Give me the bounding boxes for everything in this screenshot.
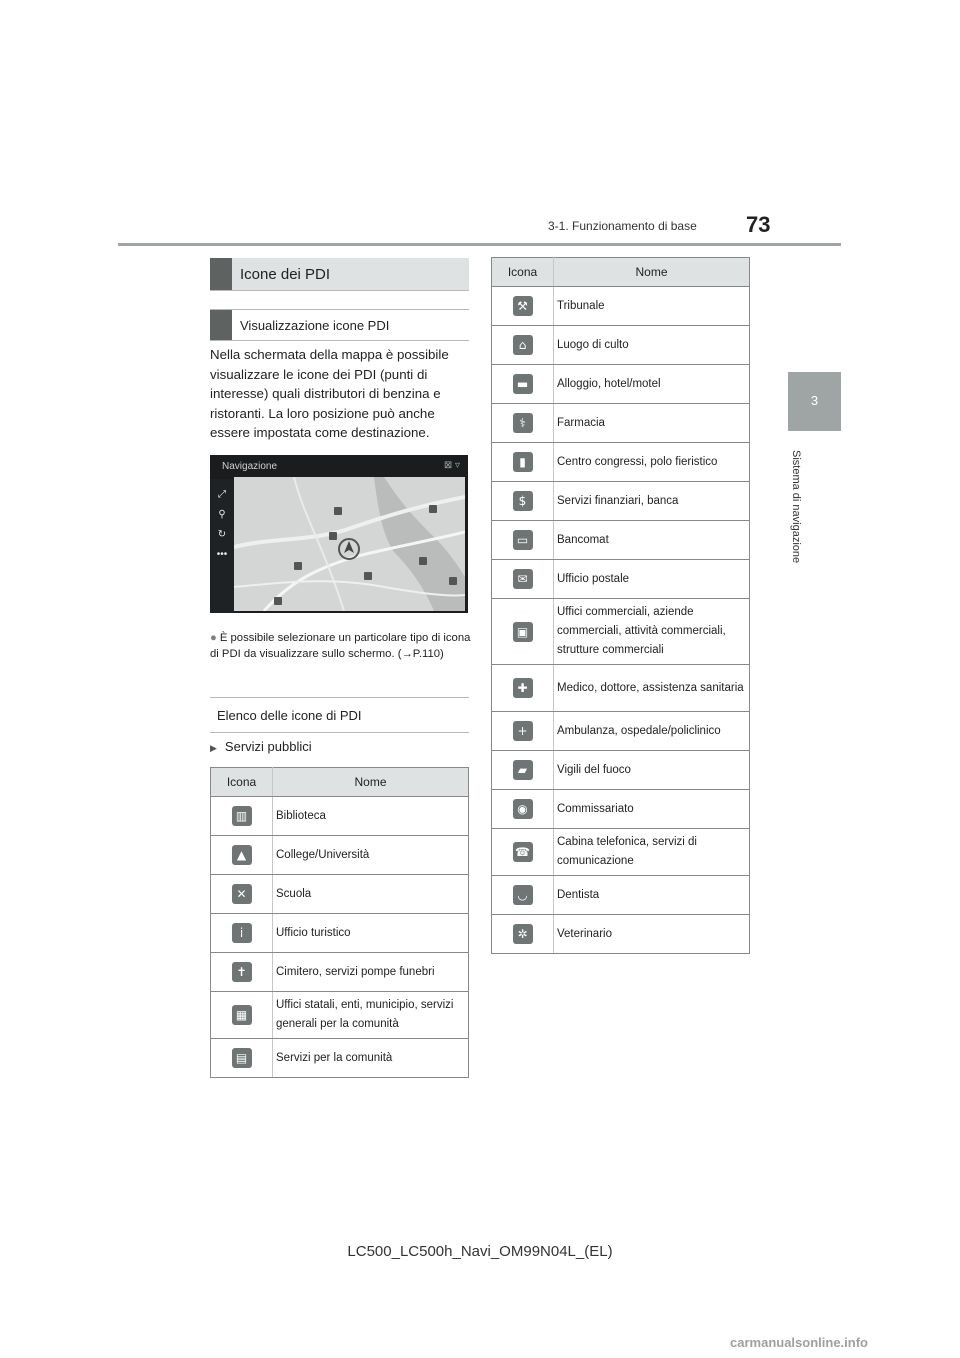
graduation-cap-icon: ▲ — [232, 845, 252, 865]
name-cell: College/Università — [273, 836, 469, 875]
map-status-icons: ⊠ ▿ — [443, 460, 460, 471]
government-building-icon: ▦ — [232, 1005, 252, 1025]
table-row — [492, 560, 750, 599]
name-cell: Veterinario — [554, 915, 750, 954]
table-row — [492, 829, 750, 876]
atm-icon: ▭ — [513, 530, 533, 550]
name-cell: Centro congressi, polo fieristico — [554, 443, 750, 482]
hospital-cross-icon: + — [513, 721, 533, 741]
name-cell: Dentista — [554, 876, 750, 915]
icon-cell — [492, 712, 554, 751]
name-cell: Scuola — [273, 875, 469, 914]
name-cell: Uffici commerciali, aziende commerciali, attività commerciali, strutture commerciali — [554, 599, 750, 665]
table-row — [492, 326, 750, 365]
reroute-icon: ↻ — [217, 529, 227, 540]
tooth-icon: ◡ — [513, 885, 533, 905]
gavel-icon: ⚒ — [513, 296, 533, 316]
bank-icon: $ — [513, 491, 533, 511]
section-heading-text: Icone dei PDI — [240, 265, 331, 283]
convention-center-icon: ▮ — [513, 452, 533, 472]
table-row — [492, 790, 750, 829]
table-row — [211, 992, 469, 1039]
table-row — [492, 521, 750, 560]
name-cell: Luogo di culto — [554, 326, 750, 365]
col-header-name: Nome — [554, 258, 750, 287]
watermark: carmanualsonline.info — [730, 1335, 868, 1350]
table-row — [492, 665, 750, 712]
icon-cell — [492, 665, 554, 712]
name-cell: Cabina telefonica, servizi di comunicazione — [554, 829, 750, 876]
name-cell: Servizi per la comunità — [273, 1039, 469, 1078]
envelope-icon: ✉ — [513, 569, 533, 589]
table-row — [492, 751, 750, 790]
bed-icon: ▬ — [513, 374, 533, 394]
table-row — [492, 915, 750, 954]
list-heading-text: Elenco delle icone di PDI — [217, 707, 362, 723]
note-text: È possibile selezionare un particolare tipo di icona di PDI da visualizzare sullo schermo. (→P.110) — [210, 632, 471, 660]
table-row — [211, 875, 469, 914]
table-row — [211, 1039, 469, 1078]
table-row — [492, 287, 750, 326]
icon-cell — [211, 836, 273, 875]
table-row — [211, 953, 469, 992]
col-header-name: Nome — [273, 768, 469, 797]
section-heading — [210, 258, 469, 291]
map-side-toolbar — [210, 479, 234, 613]
table-row — [211, 797, 469, 836]
icon-cell — [492, 287, 554, 326]
table-row — [492, 404, 750, 443]
table-row — [492, 482, 750, 521]
fire-truck-icon: ▰ — [513, 760, 533, 780]
navigation-map-screenshot — [210, 455, 468, 613]
name-cell: Tribunale — [554, 287, 750, 326]
icon-cell — [492, 521, 554, 560]
school-child-icon: ✕ — [232, 884, 252, 904]
paw-icon: ✲ — [513, 924, 533, 944]
more-icon: ••• — [216, 549, 228, 560]
community-icon: ▤ — [232, 1048, 252, 1068]
medical-bag-icon: ✚ — [513, 678, 533, 698]
list-heading — [210, 697, 469, 733]
icon-cell — [492, 751, 554, 790]
fullscreen-icon: ⤢ — [218, 489, 226, 500]
telephone-icon: ☎ — [513, 842, 533, 862]
table-row — [492, 712, 750, 751]
document-code: LC500_LC500h_Navi_OM99N04L_(EL) — [347, 1243, 613, 1260]
icon-cell — [492, 876, 554, 915]
bullet-icon: ● — [210, 632, 217, 644]
name-cell: Ufficio postale — [554, 560, 750, 599]
subsection-heading — [210, 739, 312, 754]
name-cell: Commissariato — [554, 790, 750, 829]
name-cell: Servizi finanziari, banca — [554, 482, 750, 521]
pharmacy-icon: ⚕ — [513, 413, 533, 433]
tombstone-icon: ✝ — [232, 962, 252, 982]
page-number: 73 — [746, 212, 771, 237]
place-of-worship-icon: ⌂ — [513, 335, 533, 355]
name-cell: Bancomat — [554, 521, 750, 560]
icon-cell — [492, 404, 554, 443]
info-icon: i — [232, 923, 252, 943]
poi-table-left — [210, 767, 469, 1078]
name-cell: Uffici statali, enti, municipio, servizi generali per la comunità — [273, 992, 469, 1039]
header-divider — [118, 243, 841, 246]
subheading-text: Visualizzazione icone PDI — [240, 317, 390, 333]
table-row — [492, 599, 750, 665]
book-icon: ▥ — [232, 806, 252, 826]
icon-cell — [492, 365, 554, 404]
col-header-icon: Icona — [492, 258, 554, 287]
icon-cell — [492, 829, 554, 876]
chapter-label: Sistema di navigazione — [790, 450, 802, 564]
icon-cell — [492, 790, 554, 829]
name-cell: Farmacia — [554, 404, 750, 443]
table-row — [492, 876, 750, 915]
map-title: Navigazione — [222, 461, 278, 472]
note — [210, 631, 472, 662]
name-cell: Cimitero, servizi pompe funebri — [273, 953, 469, 992]
icon-cell — [492, 560, 554, 599]
icon-cell — [492, 599, 554, 665]
table-row — [492, 443, 750, 482]
location-pin-icon: ⚲ — [218, 509, 226, 520]
icon-cell — [492, 326, 554, 365]
subheading — [210, 309, 469, 341]
icon-cell — [492, 443, 554, 482]
icon-cell — [211, 953, 273, 992]
name-cell: Biblioteca — [273, 797, 469, 836]
intro-paragraph: Nella schermata della mappa è possibile visualizzare le icone dei PDI (punti di interesse) quali distributori di benzina e ristoranti. La loro posizione può anche essere impostata come destinazione. — [210, 347, 449, 441]
name-cell: Alloggio, hotel/motel — [554, 365, 750, 404]
name-cell: Vigili del fuoco — [554, 751, 750, 790]
section-title: 3-1. Funzionamento di base — [548, 219, 697, 233]
chapter-tab — [788, 372, 841, 431]
col-header-icon: Icona — [211, 768, 273, 797]
table-row — [211, 836, 469, 875]
triangle-bullet-icon: ▶ — [210, 743, 217, 753]
icon-cell — [211, 992, 273, 1039]
table-row — [492, 365, 750, 404]
icon-cell — [211, 797, 273, 836]
chapter-number: 3 — [810, 393, 819, 408]
subheading-bar — [210, 310, 232, 340]
police-car-icon: ◉ — [513, 799, 533, 819]
icon-cell — [211, 875, 273, 914]
table-row — [211, 914, 469, 953]
briefcase-icon: ▣ — [513, 622, 533, 642]
heading-bar — [210, 258, 232, 290]
icon-cell — [492, 482, 554, 521]
icon-cell — [211, 1039, 273, 1078]
icon-cell — [492, 915, 554, 954]
name-cell: Ambulanza, ospedale/policlinico — [554, 712, 750, 751]
poi-table-right — [491, 257, 750, 954]
icon-cell — [211, 914, 273, 953]
name-cell: Ufficio turistico — [273, 914, 469, 953]
name-cell: Medico, dottore, assistenza sanitaria — [554, 665, 750, 712]
subsection-text: Servizi pubblici — [224, 739, 312, 754]
map-canvas — [234, 477, 465, 611]
